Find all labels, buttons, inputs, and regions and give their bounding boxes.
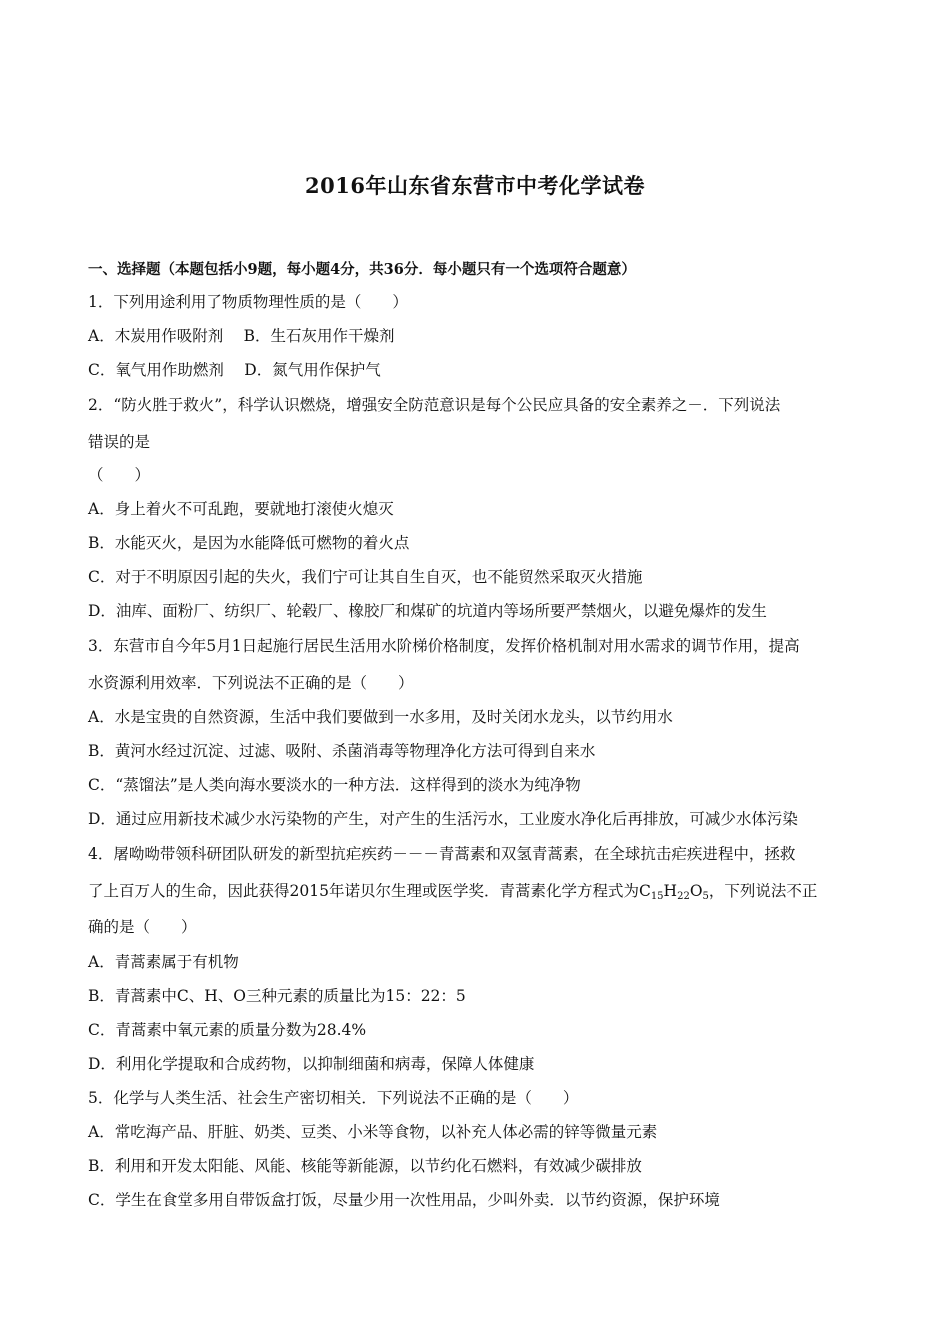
q4-stem-text: 了上百万人的生命，因此获得2015年诺贝尔生理或医学奖．青蒿素化学方程式为C [88,882,651,900]
q3-stem-line1: 3．东营市自今年5月1日起施行居民生活用水阶梯价格制度，发挥价格机制对用水需求的调节作用，提高 [88,637,800,655]
q4-stem-tail: ，下列说法不正 [708,882,818,900]
q1-options-cd: C．氧气用作助燃剂 D．氮气用作保护气 [88,361,381,379]
q3-option-b: B．黄河水经过沉淀、过滤、吸附、杀菌消毒等物理净化方法可得到自来水 [88,742,596,760]
q3-option-a: A．水是宝贵的自然资源，生活中我们要做到一水多用，及时关闭水龙头，以节约用水 [88,708,673,726]
q5-option-b: B．利用和开发太阳能、风能、核能等新能源，以节约化石燃料，有效减少碳排放 [88,1157,642,1175]
formula-element-h: H [663,882,678,900]
q4-stem-line2 [88,879,817,902]
formula-element-o: O [689,882,703,900]
q2-stem-line2: 错误的是 [88,433,151,451]
q4-option-b: B．青蒿素中C、H、O三种元素的质量比为15：22：5 [88,987,466,1005]
q4-stem-line1: 4．屠呦呦带领科研团队研发的新型抗疟疾药－－－青蒿素和双氢青蒿素，在全球抗击疟疾进程中，拯救 [88,845,796,863]
page-title: 2016年山东省东营市中考化学试卷 [305,173,645,198]
q2-option-b: B．水能灭火，是因为水能降低可燃物的着火点 [88,534,410,552]
section-heading: 一、选择题（本题包括小9题，每小题4分，共36分．每小题只有一个选项符合题意） [88,261,636,278]
q2-stem-line1: 2．“防火胜于救火”，科学认识燃烧，增强安全防范意识是每个公民应具备的安全素养之－．下列说法 [88,396,781,414]
q2-option-c: C．对于不明原因引起的失火，我们宁可让其自生自灭，也不能贸然采取灭火措施 [88,568,643,586]
formula-subscript-o: 5 [702,891,709,902]
q5-option-a: A．常吃海产品、肝脏、奶类、豆类、小米等食物，以补充人体必需的锌等微量元素 [88,1123,658,1141]
q3-option-d: D．通过应用新技术减少水污染物的产生，对产生的生活污水，工业废水净化后再排放，可减少水体污染 [88,810,798,828]
formula-subscript-h: 22 [677,891,690,902]
q4-option-c: C．青蒿素中氧元素的质量分数为28.4% [88,1021,367,1039]
q1-options-ab: A．木炭用作吸附剂 B．生石灰用作干燥剂 [88,327,395,345]
q3-stem-line2: 水资源利用效率．下列说法不正确的是（ ） [88,674,414,692]
q1-stem: 1．下列用途利用了物质物理性质的是（ ） [88,293,408,311]
q2-stem-line3: （ ） [88,466,151,484]
q2-option-d: D．油库、面粉厂、纺织厂、轮毂厂、橡胶厂和煤矿的坑道内等场所要严禁烟火，以避免爆炸的发生 [88,602,767,620]
q3-option-c: C．“蒸馏法”是人类向海水要淡水的一种方法．这样得到的淡水为纯净物 [88,776,581,794]
q5-stem: 5．化学与人类生活、社会生产密切相关．下列说法不正确的是（ ） [88,1089,579,1107]
q4-option-d: D．利用化学提取和合成药物，以抑制细菌和病毒，保障人体健康 [88,1055,535,1073]
q4-option-a: A．青蒿素属于有机物 [88,953,239,971]
q5-option-c: C．学生在食堂多用自带饭盒打饭，尽量少用一次性用品，少叫外卖．以节约资源，保护环境 [88,1191,720,1209]
q4-stem-line3: 确的是（ ） [88,918,197,936]
formula-subscript-c: 15 [650,891,664,902]
q2-option-a: A．身上着火不可乱跑，要就地打滚使火熄灭 [88,500,394,518]
